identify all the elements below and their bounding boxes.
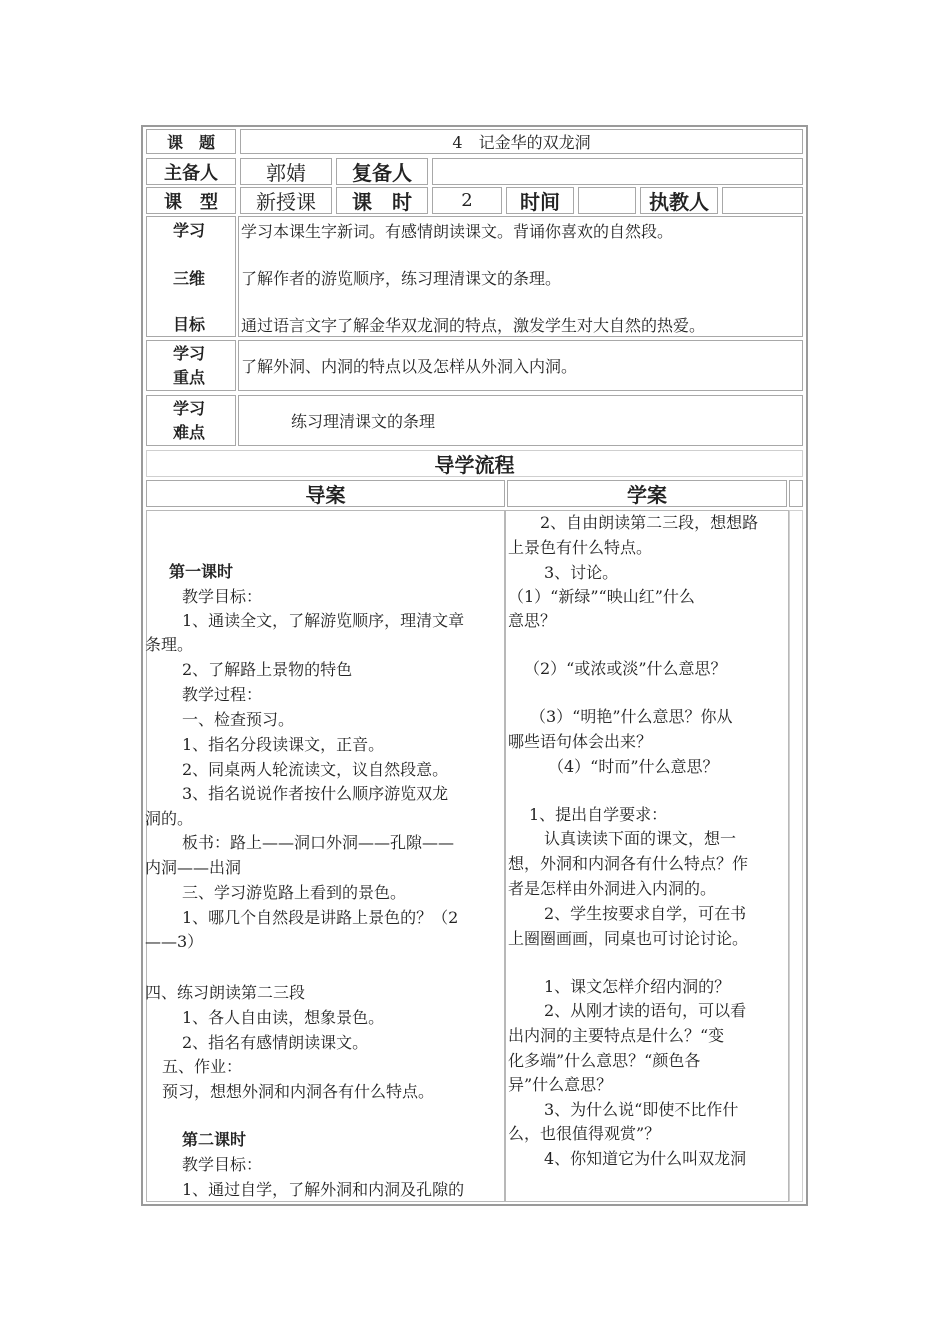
hours-value: 2 (432, 187, 502, 214)
right-line: （1）“新绿”“映山红”什么 (508, 587, 695, 606)
left-line: 五、作业： (162, 1057, 243, 1076)
left-line: 四、练习朗读第二三段 (145, 983, 306, 1002)
type-value: 新授课 (240, 187, 332, 214)
left-line: 教学过程： (182, 685, 263, 704)
right-line: 1、课文怎样介绍内洞的？ (544, 977, 731, 996)
goals-label-3: 目标 (173, 315, 206, 334)
right-line: （4）“时而”什么意思？ (548, 757, 719, 776)
difficulties-content (238, 395, 803, 446)
right-line: 2、自由朗读第二三段，想想路 (540, 513, 759, 532)
right-line: 化多端”什么意思？“颜色各 (508, 1051, 701, 1070)
right-line: 上景色有什么特点。 (508, 538, 653, 557)
left-line: 2、了解路上景物的特色 (182, 660, 353, 679)
topic-label: 课 题 (146, 129, 236, 154)
left-line: 洞的。 (145, 809, 194, 828)
right-line: 么，也很值得观赏”？ (508, 1124, 661, 1143)
right-line: （2）“或浓或淡”什么意思？ (524, 659, 727, 678)
goal-line: 了解作者的游览顺序，练习理清课文的条理。 (241, 269, 562, 288)
right-line: 者是怎样由外洞进入内洞的。 (508, 879, 717, 898)
left-line: 2、指名有感情朗读课文。 (182, 1033, 369, 1052)
right-extra-column (789, 510, 803, 1202)
time-value (578, 187, 636, 214)
difficulties-label-1: 学习 (173, 399, 206, 418)
goal-line: 通过语言文字了解金华双龙洞的特点，激发学生对大自然的热爱。 (241, 316, 706, 335)
right-line: （3）“明艳”什么意思？你从 (530, 707, 733, 726)
goals-label-1: 学习 (173, 221, 206, 240)
goals-content (238, 216, 803, 337)
difficulties-text: 练习理清课文的条理 (291, 412, 436, 431)
left-line: 2、同桌两人轮流读文，议自然段意。 (182, 760, 449, 779)
time-label: 时间 (506, 187, 574, 214)
left-line: 1、通读全文，了解游览顺序，理清文章 (182, 611, 465, 630)
goals-label-2: 三维 (173, 269, 206, 288)
co-value (432, 158, 803, 185)
left-line: 内洞——出洞 (145, 858, 242, 877)
left-line: ——3） (145, 932, 204, 951)
left-line: 一、检查预习。 (182, 710, 295, 729)
left-line: 1、哪几个自然段是讲路上景色的？（2 (182, 908, 459, 927)
left-line: 1、指名分段读课文，正音。 (182, 735, 385, 754)
left-line: 3、指名说说作者按什么顺序游览双龙 (182, 784, 449, 803)
left-line: 板书：路上——洞口外洞——孔隙—— (182, 833, 455, 852)
co-label: 复备人 (336, 158, 428, 185)
right-line: 4、你知道它为什么叫双龙洞 (544, 1149, 747, 1168)
right-line: 2、学生按要求自学，可在书 (544, 904, 747, 923)
flow-title: 导学流程 (146, 450, 803, 477)
lead-value: 郭婧 (240, 158, 332, 185)
hours-label: 课 时 (336, 187, 428, 214)
left-line: 第二课时 (182, 1130, 247, 1149)
key-points-label-2: 重点 (173, 368, 206, 387)
key-points-label-1: 学习 (173, 344, 206, 363)
right-line: 3、为什么说“即使不比作什 (544, 1100, 739, 1119)
col-left-header: 导案 (146, 480, 505, 507)
key-points-content (238, 340, 803, 391)
right-line: 异”什么意思？ (508, 1075, 613, 1094)
left-line: 教学目标： (182, 587, 263, 606)
left-line: 第一课时 (169, 562, 234, 581)
difficulties-label-cell (146, 395, 236, 446)
right-line: 认真读读下面的课文，想一 (544, 829, 737, 848)
left-line: 条理。 (145, 635, 194, 654)
right-line: 想，外洞和内洞各有什么特点？作 (508, 854, 749, 873)
right-line: 1、提出自学要求： (529, 805, 668, 824)
left-line: 三、学习游览路上看到的景色。 (182, 883, 407, 902)
teacher-value (722, 187, 803, 214)
right-line: 2、从刚才读的语句，可以看 (544, 1001, 747, 1020)
left-line: 教学目标： (182, 1155, 263, 1174)
left-line: 1、通过自学，了解外洞和内洞及孔隙的 (182, 1180, 465, 1199)
left-line: 预习，想想外洞和内洞各有什么特点。 (162, 1082, 435, 1101)
right-line: 意思？ (508, 611, 557, 630)
key-points-label-cell (146, 340, 236, 391)
goal-line: 学习本课生字新词。有感情朗读课文。背诵你喜欢的自然段。 (241, 222, 674, 241)
right-line: 出内洞的主要特点是什么？“变 (508, 1026, 725, 1045)
col-right-header: 学案 (507, 480, 787, 507)
left-line: 1、各人自由读，想象景色。 (182, 1008, 385, 1027)
lead-label: 主备人 (146, 158, 236, 185)
right-line: 哪些语句体会出来？ (508, 732, 653, 751)
right-line: 3、讨论。 (544, 563, 619, 582)
type-label: 课 型 (146, 187, 236, 214)
right-line: 上圈圈画画，同桌也可讨论讨论。 (508, 929, 749, 948)
col-extra-header (789, 480, 803, 507)
goals-label-cell (146, 216, 236, 337)
difficulties-label-2: 难点 (173, 423, 206, 442)
topic-value: 4 记金华的双龙洞 (240, 129, 803, 154)
key-points-text: 了解外洞、内洞的特点以及怎样从外洞入内洞。 (241, 357, 578, 376)
teacher-label: 执教人 (640, 187, 718, 214)
